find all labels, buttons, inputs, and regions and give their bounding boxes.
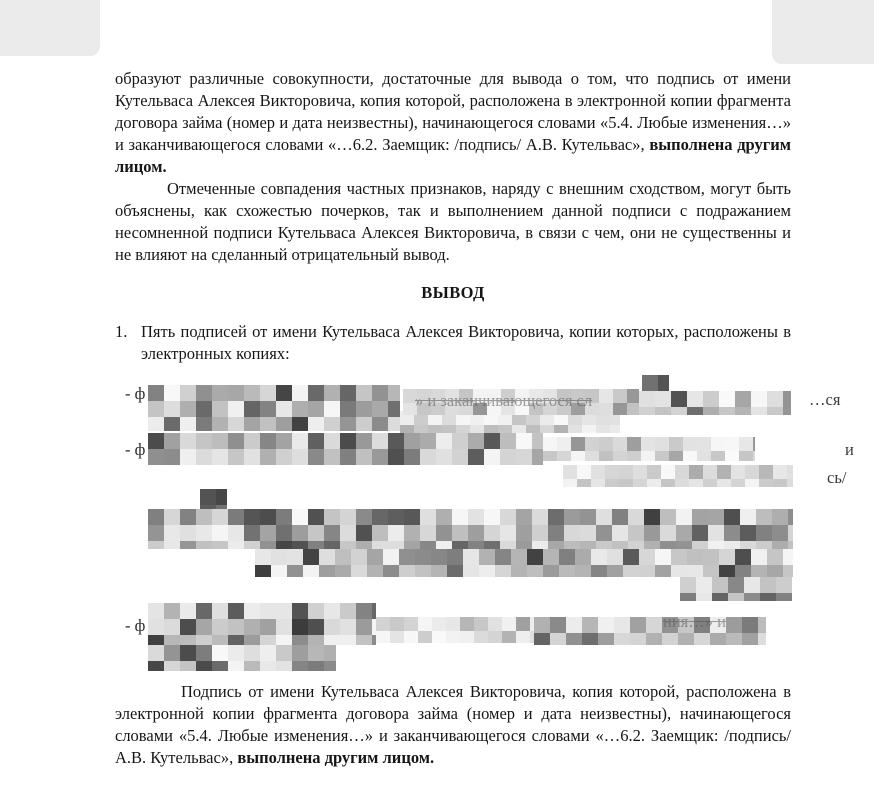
redaction-mosaic-block xyxy=(255,549,793,577)
paragraph-final-conclusion xyxy=(115,681,791,769)
redacted-line2-tail: и xyxy=(845,440,854,459)
document-content xyxy=(115,68,854,769)
redacted-line2b-tail: сь/ xyxy=(827,468,847,487)
paragraph-text: образуют различные совокупности, достаточные для вывода о том, что подпись от имени Кутельваса Алексея Викторовича, копия которой, расположена в электронной копии фрагмента договора займа (номер и дата неизвестны), начинающегося словами «5.4. Любые изменения…» и заканчивающегося словами «…6.2. Заемщик: /подпись/ А.В. Кутельвас», xyxy=(115,69,791,154)
redacted-area xyxy=(115,371,854,673)
paragraph-conclusion-intro xyxy=(115,68,791,178)
section-heading-vyvod: ВЫВОД xyxy=(421,283,485,302)
scan-corner-top-left xyxy=(0,0,100,56)
redacted-line3-fragment: ния…» и xyxy=(663,612,726,631)
redaction-mosaic-block xyxy=(148,509,793,549)
list-item-text: Пять подписей от имени Кутельваса Алексея Викторовича, копии которых, расположены в электронных копиях: xyxy=(141,322,791,363)
redaction-mosaic-block xyxy=(376,617,534,643)
paragraph-bold-verdict: выполнена другим лицом. xyxy=(115,135,791,176)
list-item-1 xyxy=(115,321,791,365)
redacted-line1-fragment: » и заканчивающегося сл xyxy=(415,391,593,410)
redacted-line3-prefix: - ф xyxy=(125,616,146,635)
redaction-mosaic-block xyxy=(543,437,755,461)
redacted-line2-prefix: - ф xyxy=(125,440,146,459)
scan-corner-top-right xyxy=(772,0,874,64)
redaction-mosaic-block xyxy=(534,617,766,645)
final-paragraph-bold-verdict: выполнена другим лицом. xyxy=(237,748,435,767)
redaction-mosaic-block xyxy=(639,391,791,415)
redaction-mosaic-block xyxy=(680,577,792,601)
redaction-mosaic-block xyxy=(148,385,400,431)
list-item-number: 1. xyxy=(115,322,128,341)
redaction-mosaic-block xyxy=(148,433,543,465)
redaction-mosaic-block xyxy=(563,465,793,487)
redacted-line1-prefix: - ф xyxy=(125,384,146,403)
paragraph-explanation: Отмеченные совпадения частных признаков, наряду с внешним сходством, могут быть объяснены, как схожестью почерков, так и выполнением данной подписи с подражанием несомненной подписи Кутельваса Алексея Викторовича, в связи с чем, они не существенны и не влияют на сделанный отрицательный вывод. xyxy=(115,179,791,264)
redacted-line1-tail: …ся xyxy=(809,390,841,409)
redaction-mosaic-block xyxy=(148,645,336,671)
redaction-mosaic-block xyxy=(148,603,376,645)
final-paragraph-text: Подпись от имени Кутельваса Алексея Викторовича, копия которой, расположена в электронной копии фрагмента договора займа (номер и дата неизвестны), начинающегося словами «5.4. Любые изменения…» и заканчивающегося словами «…6.2. Заемщик: /подпись/ А.В. Кутельвас», xyxy=(115,682,791,767)
